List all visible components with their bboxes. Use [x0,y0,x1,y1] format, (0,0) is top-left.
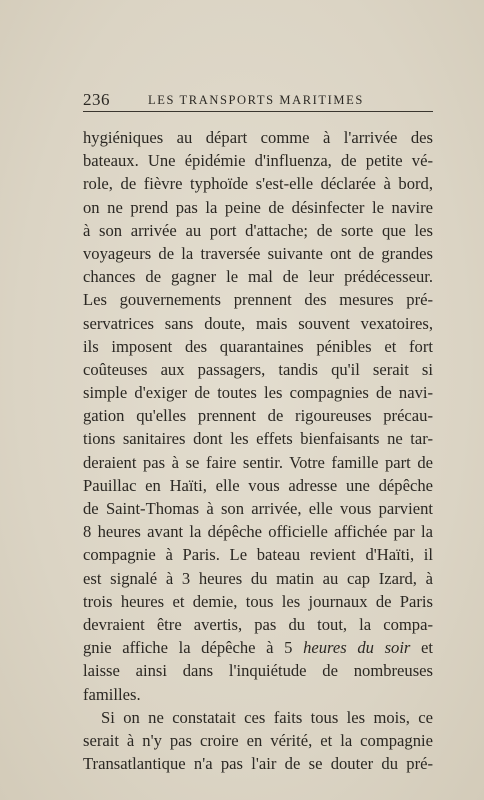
running-head: LES TRANSPORTS MARITIMES [148,93,364,107]
text-line: deraient pas à se faire sentir. Votre famille part de [83,452,433,472]
text-line: role, de fièvre typhoïde s'est-elle déclarée à bord, [83,174,433,194]
text-line: Pauillac en Haïti, elle vous adresse une dépêche [83,475,433,495]
text-line: servatrices sans doute, mais souvent vexatoires, [83,313,433,333]
text-line: de Saint-Thomas à son arrivée, elle vous parvient [83,499,433,518]
header-rule [83,111,433,112]
line-text-before: gnie affiche la dépêche à 5 [83,638,304,658]
text-line-with-italic [83,636,433,659]
text-line: hygiéniques au départ comme à l'arrivée des [83,128,433,147]
text-line: tions sanitaires dont les effets bienfaisants ne tar- [83,429,433,449]
text-line: voyageurs de la traversée suivante ont de grandes [83,243,433,263]
italic-phrase: heures du soir [303,638,411,658]
text-line: gation qu'elles prennent de rigoureuses précau- [83,406,433,426]
text-line: bateaux. Une épidémie d'influenza, de petite vé- [83,151,433,171]
text-line: Les gouvernements prennent des mesures pré- [83,290,433,310]
line-text-after: et [410,638,434,658]
text-line: coûteuses aux passagers, tandis qu'il serait si [83,359,433,379]
page-number: 236 [83,90,110,109]
text-line: 8 heures avant la dépêche officielle affichée par la [83,522,433,542]
paragraph-end-line: familles. [83,684,141,704]
text-line: trois heures et demie, tous les journaux de Paris [83,591,433,611]
text-line: laisse ainsi dans l'inquiétude de nombreuses [83,661,433,681]
text-line: est signalé à 3 heures du matin au cap Izard, à [83,568,433,588]
paragraph-start-line: Si on ne constatait ces faits tous les mois, ce [101,707,433,727]
text-line: devraient être avertis, pas du tout, la compa- [83,614,433,634]
text-line: serait à n'y pas croire en vérité, et la compagnie [83,730,433,750]
text-line: à son arrivée au port d'attache; de sorte que les [83,220,433,240]
text-line: simple d'exiger de toutes les compagnies de navi- [83,383,433,403]
text-line: compagnie à Paris. Le bateau revient d'Haïti, il [83,545,433,565]
text-line: on ne prend pas la peine de désinfecter le navire [83,197,433,217]
text-line: chances de gagner le mal de leur prédécesseur. [83,267,433,287]
page-header [83,90,433,112]
text-line: Transatlantique n'a pas l'air de se douter du pré- [83,754,433,774]
text-line: ils imposent des quarantaines pénibles et fort [83,336,433,356]
body-text [83,126,433,775]
